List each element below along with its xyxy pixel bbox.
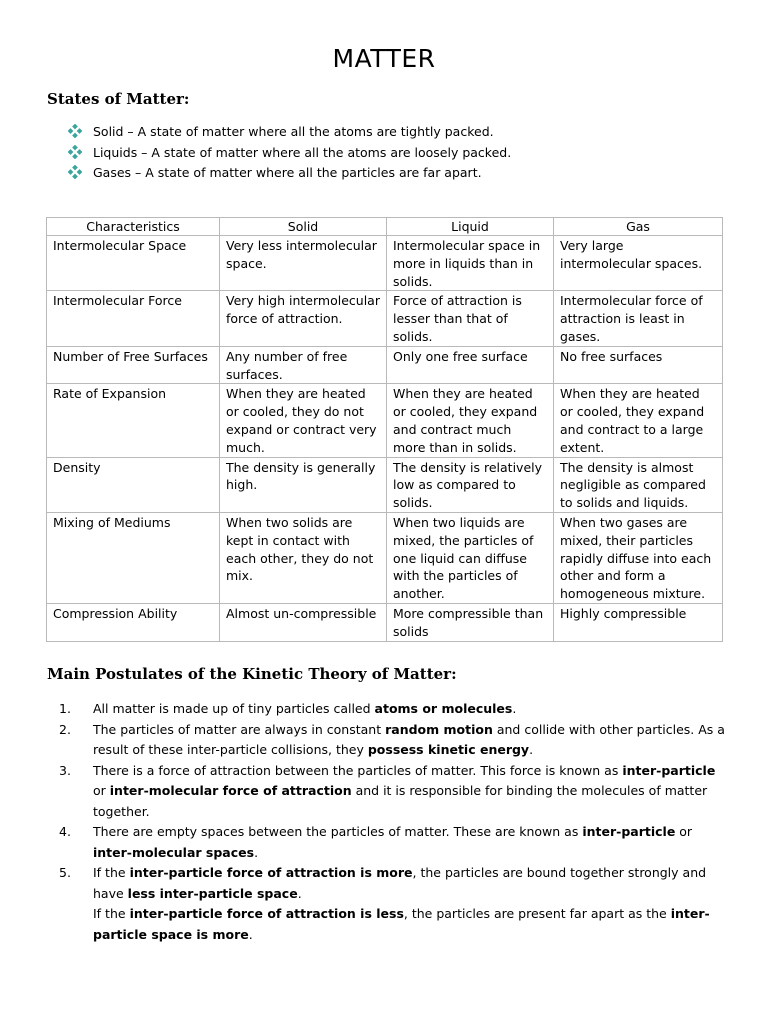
text-run: . [297, 885, 302, 901]
diamond-bullet-icon [68, 145, 84, 163]
states-of-matter-heading: States of Matter: [47, 90, 190, 108]
row-label-cell: Rate of Expansion [47, 384, 220, 457]
table-cell: No free surfaces [554, 346, 723, 384]
diamond-bullet-icon [68, 165, 84, 183]
postulate-number: 1. [59, 701, 71, 716]
row-label-cell: Compression Ability [47, 603, 220, 641]
postulate-text [93, 699, 727, 720]
table-row [47, 457, 723, 512]
column-header: Liquid [387, 218, 554, 236]
bold-term: inter-molecular spaces [93, 844, 255, 860]
postulates-list [47, 699, 727, 945]
table-cell: Any number of free surfaces. [220, 346, 387, 384]
table-cell: The density is relatively low as compared to solids. [387, 457, 554, 512]
table-cell: When two gases are mixed, their particles rapidly diffuse into each other and form a homogeneous mixture. [554, 512, 723, 603]
row-label-cell: Density [47, 457, 220, 512]
postulate-number: 3. [59, 762, 71, 778]
bold-term: possess kinetic energy [367, 742, 530, 757]
table-cell: More compressible than solids [387, 603, 554, 641]
postulate-text [93, 761, 727, 823]
table-cell: Force of attraction is lesser than that of solids. [387, 291, 554, 346]
bold-term: inter-particle force of attraction is more [129, 865, 413, 880]
bold-term: inter-particle [622, 762, 716, 778]
table-row [47, 512, 723, 603]
column-header: Solid [220, 218, 387, 236]
table-row [47, 236, 723, 291]
row-label-cell: Mixing of Mediums [47, 512, 220, 603]
postulate-number: 5. [59, 865, 71, 880]
bold-term: less inter-particle space [127, 885, 298, 901]
text-run: . [248, 926, 253, 942]
table-cell: Highly compressible [554, 603, 723, 641]
postulates-heading: Main Postulates of the Kinetic Theory of Matter: [47, 665, 457, 683]
text-run: There is a force of attraction between the particles of matter. This force is known as [93, 762, 623, 778]
bold-term: random motion [385, 721, 493, 737]
table-row [47, 291, 723, 346]
postulate-item [47, 720, 727, 761]
state-description: Solid – A state of matter where all the atoms are tightly packed. [93, 124, 494, 139]
table-cell: The density is generally high. [220, 457, 387, 512]
table-cell: Very large intermolecular spaces. [554, 236, 723, 291]
text-run: . [529, 742, 534, 757]
states-list [68, 123, 511, 185]
text-run: , the particles are bound together strongly and have [93, 865, 707, 901]
row-label-cell: Intermolecular Force [47, 291, 220, 346]
table-cell: When two liquids are mixed, the particles of one liquid can diffuse with the particles of another. [387, 512, 554, 603]
text-run: or [675, 824, 693, 839]
postulate-item [47, 761, 727, 823]
table-cell: Very high intermolecular force of attraction. [220, 291, 387, 346]
postulate-text [93, 720, 727, 761]
table-body [47, 236, 723, 642]
table-row [47, 346, 723, 384]
page-title: MATTER [332, 44, 436, 73]
text-run: If the [93, 865, 130, 880]
table-cell: Only one free surface [387, 346, 554, 384]
text-run: . [254, 844, 259, 860]
postulate-text [93, 863, 727, 945]
list-item [68, 144, 511, 165]
table-cell: When they are heated or cooled, they expand and contract to a large extent. [554, 384, 723, 457]
row-label-cell: Number of Free Surfaces [47, 346, 220, 384]
text-run: and it is responsible for binding the molecules of matter together. [93, 783, 708, 819]
bold-term: inter-molecular force of attraction [109, 783, 352, 798]
table-cell: Intermolecular force of attraction is least in gases. [554, 291, 723, 346]
table-cell: When they are heated or cooled, they expand and contract much more than in solids. [387, 384, 554, 457]
table-cell: The density is almost negligible as compared to solids and liquids. [554, 457, 723, 512]
table-cell: Almost un-compressible [220, 603, 387, 641]
text-run: and collide with other particles. As a result of these inter-particle collisions, they [93, 721, 725, 757]
table-cell: Intermolecular space in more in liquids than in solids. [387, 236, 554, 291]
state-description: Gases – A state of matter where all the particles are far apart. [93, 165, 482, 180]
column-header: Characteristics [47, 218, 220, 236]
bold-term: inter-particle [582, 824, 676, 839]
table-cell: When they are heated or cooled, they do not expand or contract very much. [220, 384, 387, 457]
bold-term: inter-particle force of attraction is less [129, 906, 404, 921]
postulate-item [47, 863, 727, 945]
postulate-number: 2. [59, 721, 71, 737]
properties-table [46, 217, 723, 642]
text-run: If the [93, 906, 130, 921]
diamond-bullet-icon [68, 124, 84, 142]
postulate-item [47, 822, 727, 863]
bold-term: inter-particle space is more [93, 906, 710, 942]
postulate-number: 4. [59, 824, 71, 839]
text-run: There are empty spaces between the particles of matter. These are known as [93, 824, 583, 839]
table-cell: Very less intermolecular space. [220, 236, 387, 291]
text-run: The particles of matter are always in constant [93, 721, 386, 737]
bold-term: atoms or molecules [374, 701, 513, 716]
table-row [47, 603, 723, 641]
postulate-text [93, 822, 727, 863]
text-run: , the particles are present far apart as the [403, 906, 671, 921]
table-cell: When two solids are kept in contact with each other, they do not mix. [220, 512, 387, 603]
postulate-item [47, 699, 727, 720]
list-item [68, 123, 511, 144]
state-description: Liquids – A state of matter where all the atoms are loosely packed. [93, 144, 512, 160]
table-row [47, 384, 723, 457]
table-header-row [47, 218, 723, 236]
text-run: or [93, 783, 110, 798]
column-header: Gas [554, 218, 723, 236]
list-item [68, 164, 511, 185]
text-run: All matter is made up of tiny particles called [93, 701, 375, 716]
row-label-cell: Intermolecular Space [47, 236, 220, 291]
text-run: . [512, 701, 517, 716]
